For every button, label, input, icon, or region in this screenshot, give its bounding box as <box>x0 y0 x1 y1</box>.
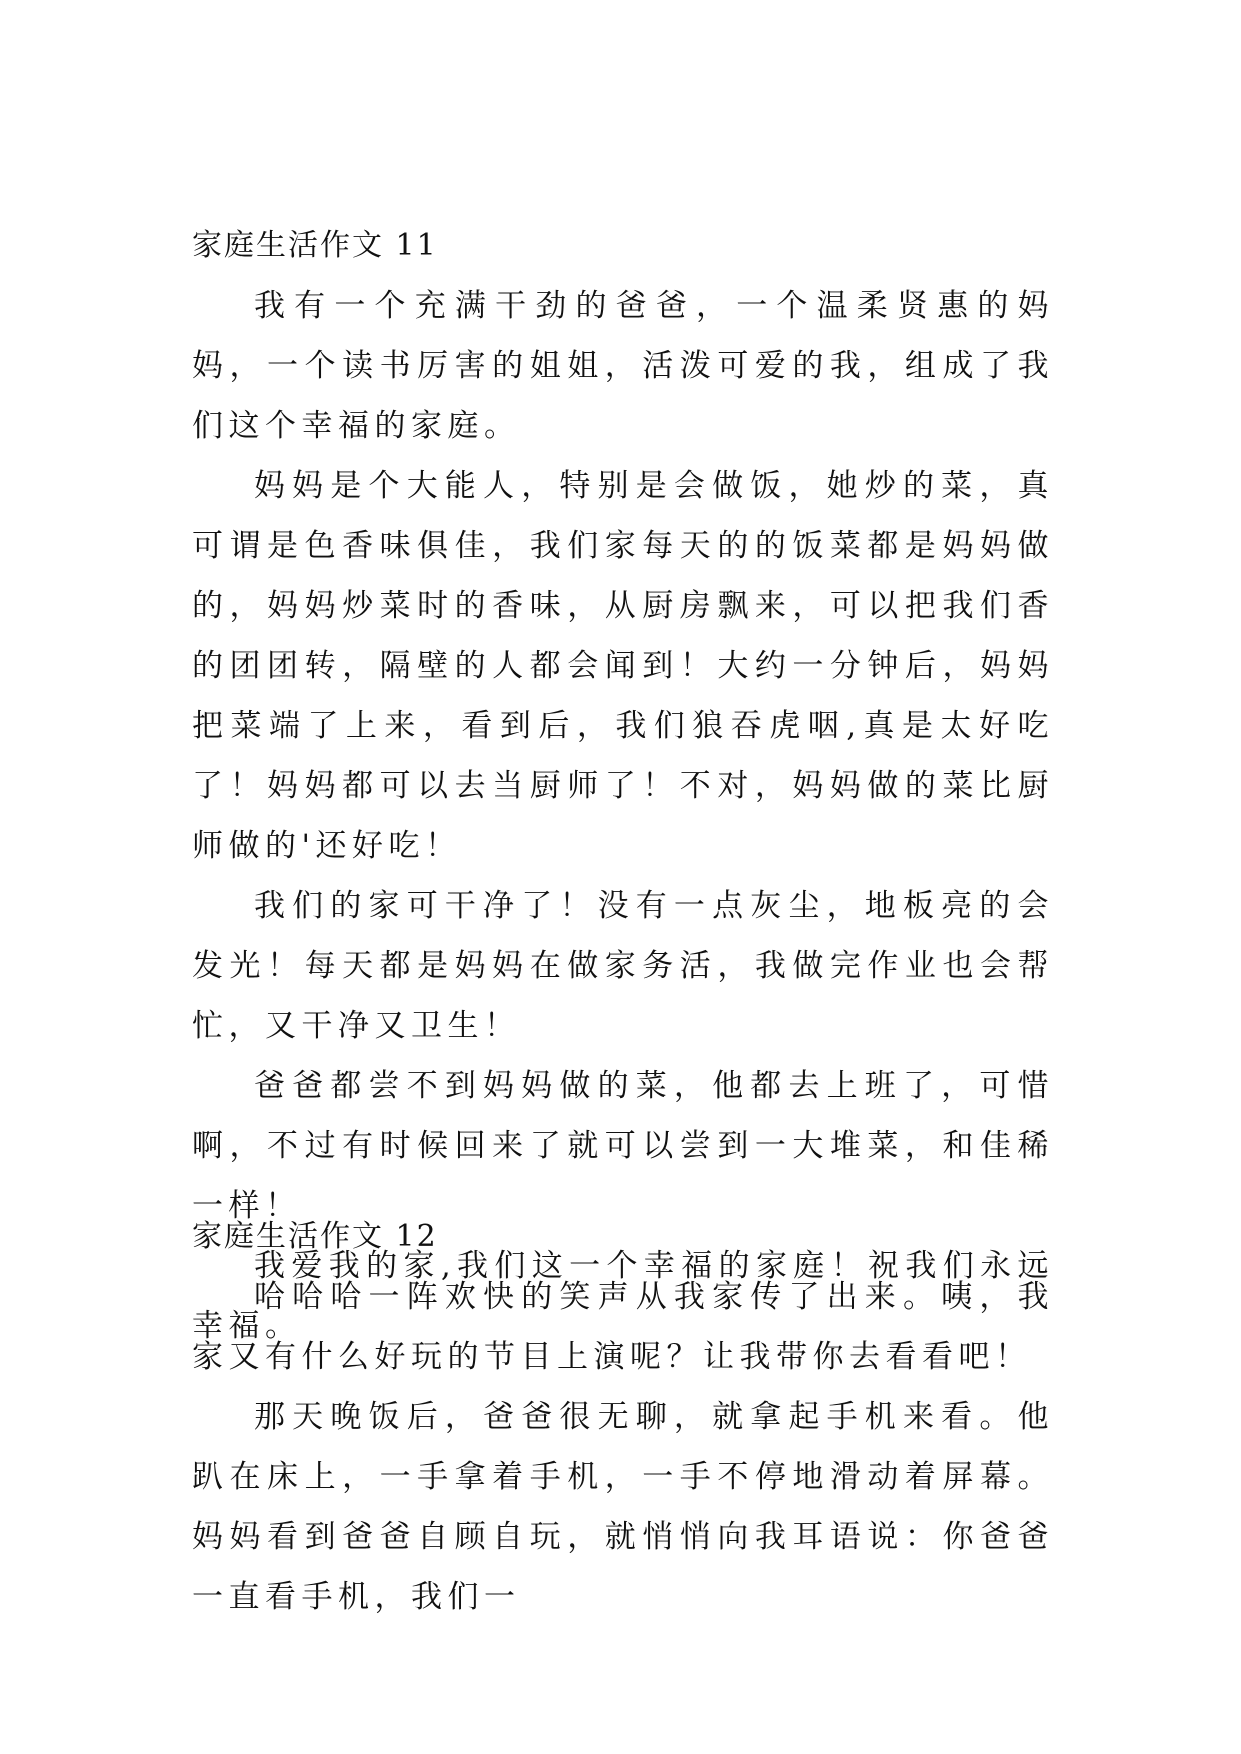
paragraph: 那天晚饭后，爸爸很无聊，就拿起手机来看。他趴在床上，一手拿着手机，一手不停地滑动着屏幕。妈妈看到爸爸自顾自玩，就悄悄向我耳语说：你爸爸一直看手机，我们一 <box>192 1399 1054 1615</box>
paragraph: 妈妈是个大能人，特别是会做饭，她炒的菜，真可谓是色香味俱佳，我们家每天的的饭菜都是妈妈做的，妈妈炒菜时的香味，从厨房飘来，可以把我们香的团团转，隔壁的人都会闻到！大约一分钟后，妈妈把菜端了上来，看到后，我们狼吞虎咽,真是太好吃了！妈妈都可以去当厨师了！不对，妈妈做的菜比厨师做的'还好吃！ <box>192 468 1054 864</box>
paragraph: 我爱我的家,我们这一个幸福的家庭！祝我们永远幸福。 <box>192 1248 1054 1344</box>
paragraph: 哈哈哈一阵欢快的笑声从我家传了出来。咦，我家又有什么好玩的节目上演呢？让我带你去看看吧！ <box>192 1279 1054 1375</box>
essay-section-12 <box>192 1207 1054 1627</box>
essay-section-11 <box>192 216 1054 1356</box>
section-title: 家庭生活作文 12 <box>192 1219 438 1254</box>
paragraph: 爸爸都尝不到妈妈做的菜，他都去上班了，可惜啊，不过有时候回来了就可以尝到一大堆菜，和佳稀一样！ <box>192 1068 1054 1224</box>
section-title: 家庭生活作文 11 <box>192 228 438 263</box>
paragraph: 我们的家可干净了！没有一点灰尘，地板亮的会发光！每天都是妈妈在做家务活，我做完作业也会帮忙，又干净又卫生！ <box>192 888 1054 1044</box>
paragraph: 我有一个充满干劲的爸爸，一个温柔贤惠的妈妈，一个读书厉害的姐姐，活泼可爱的我，组成了我们这个幸福的家庭。 <box>192 288 1054 444</box>
